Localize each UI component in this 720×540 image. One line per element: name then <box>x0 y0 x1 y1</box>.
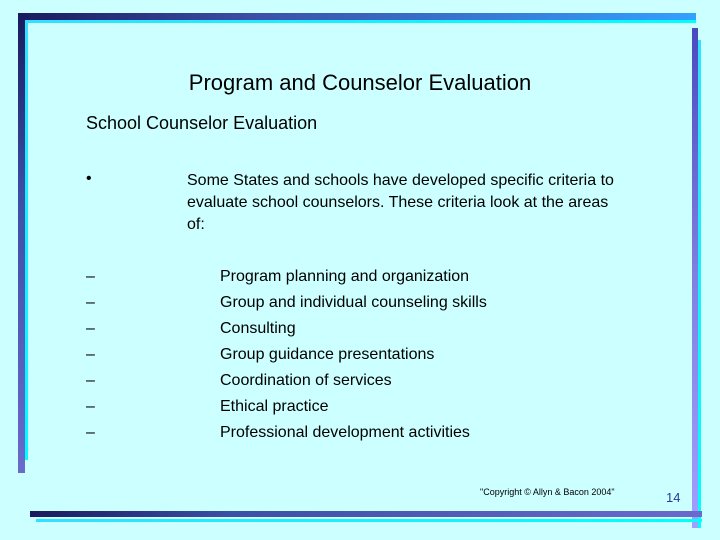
dash-marker: – <box>86 398 95 415</box>
slide-subtitle: School Counselor Evaluation <box>86 113 318 133</box>
copyright-notice: "Copyright © Allyn & Bacon 2004" <box>480 487 615 497</box>
slide-title: Program and Counselor Evaluation <box>188 70 532 95</box>
list-item: Group guidance presentations <box>220 346 435 363</box>
evaluation-areas-list <box>220 264 487 446</box>
area-dash-column <box>86 264 95 446</box>
bullet-marker: • <box>86 170 92 187</box>
frame-right-accent <box>698 40 701 528</box>
list-item: Program planning and organization <box>220 268 470 285</box>
list-item: Group and individual counseling skills <box>220 294 487 311</box>
frame-bottom-bar <box>30 511 702 517</box>
dash-marker: – <box>86 372 95 389</box>
dash-marker: – <box>86 320 95 337</box>
frame-top-accent <box>24 20 696 23</box>
list-item: Ethical practice <box>220 398 329 415</box>
dash-marker: – <box>86 424 95 441</box>
dash-marker: – <box>86 346 95 363</box>
page-number: 14 <box>666 490 681 505</box>
intro-text: Some States and schools have developed specific criteria to evaluate school counselors. These criteria look at the areas of: <box>187 172 614 233</box>
dash-marker: – <box>86 268 95 285</box>
frame-top-bar <box>18 13 696 20</box>
list-item: Professional development activities <box>220 424 470 441</box>
frame-bottom-accent <box>36 519 702 522</box>
dash-marker: – <box>86 294 95 311</box>
list-item: Consulting <box>220 320 296 337</box>
list-item: Coordination of services <box>220 372 392 389</box>
